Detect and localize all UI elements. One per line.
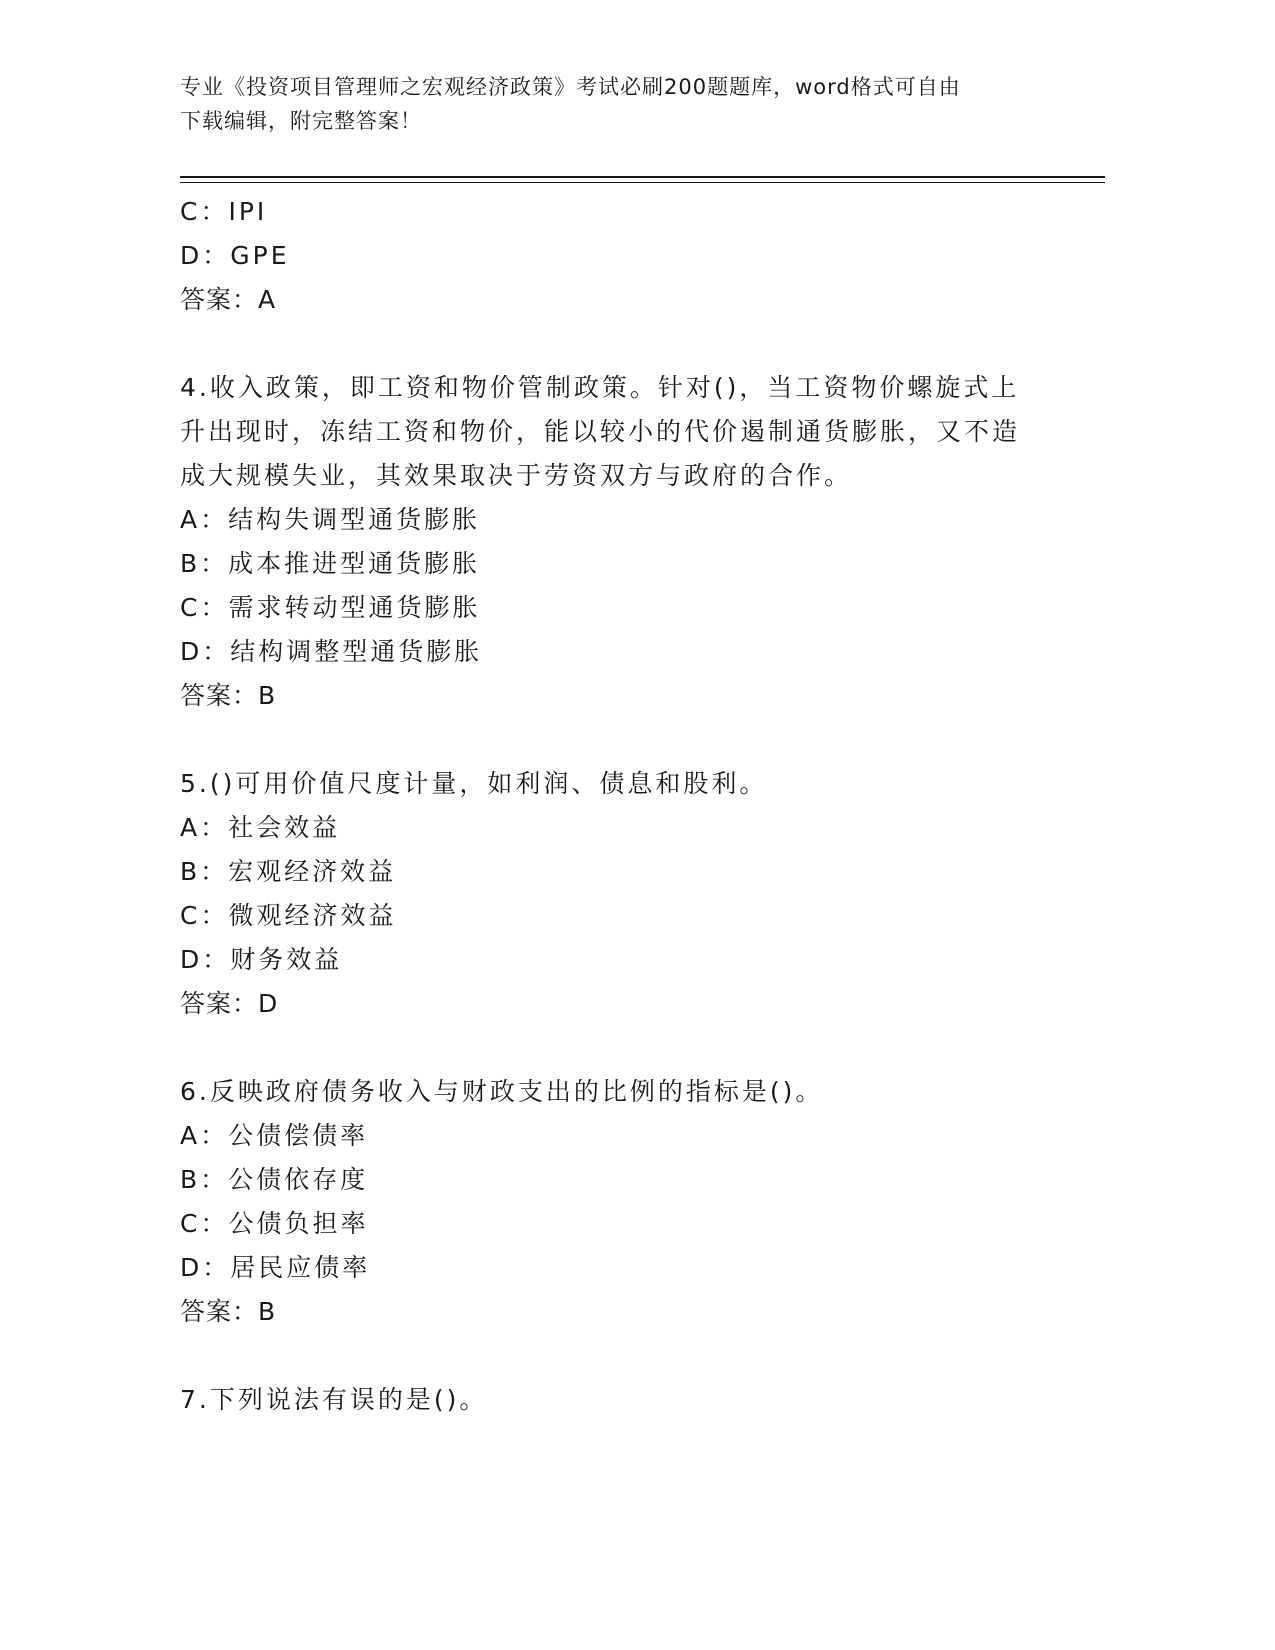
question-3 xyxy=(180,190,1060,322)
option-d: D：居民应债率 xyxy=(180,1253,371,1282)
option-c: C：微观经济效益 xyxy=(180,901,397,930)
option-a: A：公债偿债率 xyxy=(180,1121,369,1150)
question-stem-line-3: 成大规模失业，其效果取决于劳资双方与政府的合作。 xyxy=(180,461,853,490)
question-stem: 5.()可用价值尺度计量，如利润、债息和股利。 xyxy=(180,769,768,798)
question-6 xyxy=(180,1070,1060,1334)
option-b: B：公债依存度 xyxy=(180,1165,369,1194)
answer: 答案：A xyxy=(180,285,277,314)
spacer xyxy=(180,1026,1060,1070)
option-b: B：宏观经济效益 xyxy=(180,857,397,886)
question-list xyxy=(180,190,1060,1422)
answer: 答案：D xyxy=(180,989,279,1018)
question-4 xyxy=(180,366,1060,718)
header-title-line-2: 下载编辑，附完整答案！ xyxy=(180,109,422,133)
question-5 xyxy=(180,762,1060,1026)
option-c: C：公债负担率 xyxy=(180,1209,369,1238)
option-d: D：GPE xyxy=(180,241,290,270)
header-divider-thick xyxy=(180,176,1105,178)
question-stem: 7.下列说法有误的是()。 xyxy=(180,1385,488,1414)
option-a: A：社会效益 xyxy=(180,813,341,842)
option-b: B：成本推进型通货膨胀 xyxy=(180,549,481,578)
question-stem-line-2: 升出现时，冻结工资和物价，能以较小的代价遏制通货膨胀，又不造 xyxy=(180,417,1021,446)
spacer xyxy=(180,718,1060,762)
spacer xyxy=(180,1334,1060,1378)
option-d: D：财务效益 xyxy=(180,945,343,974)
option-c: C：需求转动型通货膨胀 xyxy=(180,593,481,622)
option-c: C：IPI xyxy=(180,197,268,226)
option-d: D：结构调整型通货膨胀 xyxy=(180,637,483,666)
question-7 xyxy=(180,1378,1060,1422)
option-a: A：结构失调型通货膨胀 xyxy=(180,505,481,534)
spacer xyxy=(180,322,1060,366)
page-header xyxy=(180,70,1030,138)
question-stem-line-1: 4.收入政策，即工资和物价管制政策。针对()，当工资物价螺旋式上 xyxy=(180,373,1020,402)
answer: 答案：B xyxy=(180,1297,277,1326)
header-divider-thin xyxy=(180,182,1105,183)
answer: 答案：B xyxy=(180,681,277,710)
question-stem: 6.反映政府债务收入与财政支出的比例的指标是()。 xyxy=(180,1077,824,1106)
header-title-line-1: 专业《投资项目管理师之宏观经济政策》考试必刷200题题库，word格式可自由 xyxy=(180,75,961,99)
